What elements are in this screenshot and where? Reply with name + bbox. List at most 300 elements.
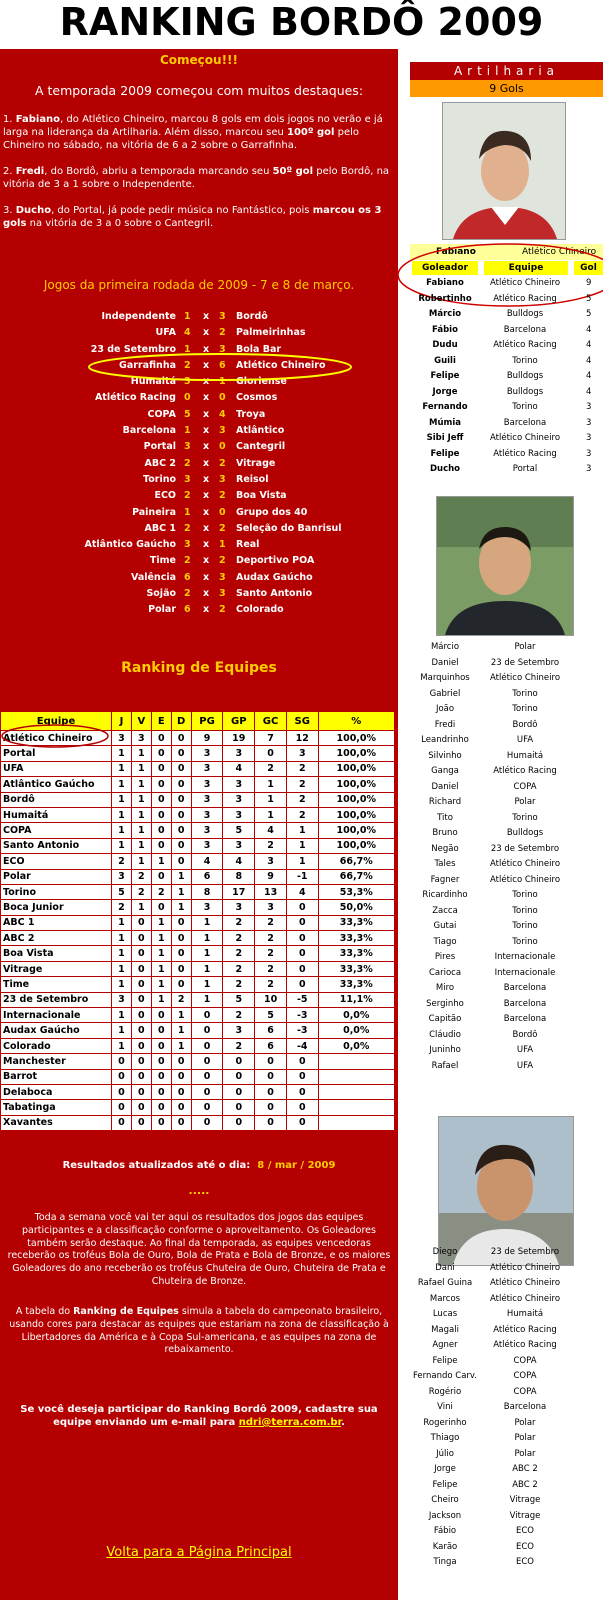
scorer-row — [410, 1245, 603, 1261]
scorer-team: Bulldogs — [506, 371, 544, 381]
ranking-cell: 0 — [151, 792, 171, 807]
ranking-cell: 0 — [151, 746, 171, 761]
game-away-score: 3 — [219, 343, 226, 355]
ranking-cell: 1 — [131, 761, 151, 776]
ranking-cell: 0 — [151, 761, 171, 776]
artilharia-header-row: Goleador Equipe Gol — [410, 261, 603, 276]
ranking-team-name: Time — [1, 977, 112, 992]
ranking-team-name: Manchester — [1, 1054, 112, 1069]
scorer-row — [410, 1307, 603, 1323]
ranking-col-header: % — [318, 712, 394, 731]
ranking-cell: 0 — [286, 931, 318, 946]
scorer-row — [410, 888, 603, 904]
scorer-name: Fábio — [433, 1526, 457, 1536]
scorer-name: Felipe — [432, 1479, 458, 1490]
scorer-team: COPA — [513, 1386, 537, 1397]
ranking-cell: 3 — [191, 792, 223, 807]
ranking-team-name: Polar — [1, 869, 112, 884]
game-home-score: 1 — [184, 343, 191, 355]
ranking-cell — [318, 1100, 394, 1115]
scorer-row — [410, 1276, 603, 1292]
game-away-score: 0 — [219, 441, 226, 453]
game-home-score: 2 — [184, 490, 191, 502]
scorer-team: Barcelona — [503, 417, 547, 428]
artilharia-panel — [410, 62, 603, 1600]
scorer-row — [410, 687, 603, 703]
ranking-cell: 0 — [131, 1038, 151, 1053]
ranking-cell: 0 — [286, 977, 318, 992]
ranking-cell: 1 — [112, 838, 132, 853]
scorer-name: Agner — [432, 1340, 458, 1350]
top-scorer-photo — [442, 102, 566, 240]
scorer-goals: 4 — [586, 355, 592, 366]
scorer-row — [410, 323, 603, 339]
scorer-row — [410, 842, 603, 858]
ranking-cell: 53,3% — [318, 884, 394, 899]
scorer-team: UFA — [516, 1060, 534, 1071]
ranking-cell: 17 — [223, 884, 255, 899]
game-away-score: 4 — [219, 408, 226, 420]
highlight-ellipse-team — [0, 723, 112, 749]
ranking-cell: 0 — [171, 823, 191, 838]
game-away-score: 3 — [219, 311, 226, 322]
scorer-team: Bulldogs — [506, 309, 544, 319]
scorer-name: Lucas — [432, 1309, 458, 1319]
game-row — [0, 507, 398, 523]
ranking-cell: 12 — [286, 731, 318, 746]
ranking-cell: 66,7% — [318, 854, 394, 869]
game-away-team: Real — [236, 539, 260, 551]
ranking-cell: 1 — [171, 1023, 191, 1038]
game-home-score: 0 — [184, 392, 191, 404]
ranking-cell: 2 — [223, 946, 255, 961]
highlight-ellipse-game — [86, 351, 354, 383]
scorer-row — [410, 950, 603, 966]
scorer-name: Silvinho — [428, 750, 462, 761]
scorer-name: Richard — [428, 797, 462, 807]
scorer-row — [410, 1385, 603, 1401]
ranking-cell: -1 — [286, 869, 318, 884]
ranking-cell: 0 — [171, 931, 191, 946]
ranking-team-name: COPA — [1, 823, 112, 838]
ranking-team-name: ABC 2 — [1, 931, 112, 946]
ranking-cell: 0 — [223, 1054, 255, 1069]
ranking-cell: 100,0% — [318, 777, 394, 792]
ranking-cell: 19 — [223, 731, 255, 746]
ranking-row — [1, 807, 395, 822]
ranking-cell: 0 — [171, 1054, 191, 1069]
ranking-cell: 0 — [131, 1054, 151, 1069]
ranking-team-name: Colorado — [1, 1038, 112, 1053]
ranking-cell: 0 — [286, 900, 318, 915]
game-away-team: Gloriense — [236, 376, 287, 388]
scorer-team: Barcelona — [503, 983, 547, 993]
ranking-cell: 0 — [171, 1084, 191, 1099]
ranking-cell: 4 — [223, 761, 255, 776]
scorer-row — [410, 997, 603, 1013]
ranking-cell: 50,0% — [318, 900, 394, 915]
scorer-row — [410, 919, 603, 935]
game-home-team: Sojão — [146, 588, 176, 600]
ranking-team-name: Bordô — [1, 792, 112, 807]
scorer-team: Atlético Chineiro — [489, 673, 561, 683]
ranking-row — [1, 1069, 395, 1084]
scorer-name: Guili — [434, 355, 456, 366]
scorer-team: Torino — [512, 921, 538, 931]
third-scorer-photo — [438, 1116, 574, 1266]
scorer-team: 23 de Setembro — [490, 843, 560, 854]
game-away-team: Bordô — [236, 311, 268, 322]
game-home-team: Garrafinha — [119, 359, 176, 371]
game-away-score: 1 — [219, 539, 226, 551]
scorer-row — [410, 780, 603, 796]
scorer-name: Tinga — [433, 1557, 457, 1567]
scorer-team: ECO — [516, 1526, 534, 1536]
game-away-team: Palmeirinhas — [236, 327, 306, 339]
scorer-team: Internacionale — [494, 967, 556, 978]
ranking-cell: 1 — [112, 823, 132, 838]
ranking-cell: 0 — [171, 1115, 191, 1130]
scorer-name: Fagner — [430, 874, 460, 885]
scorer-team: ECO — [516, 1541, 534, 1552]
scorer-team: COPA — [513, 781, 537, 792]
ranking-row — [1, 854, 395, 869]
ranking-cell: 3 — [191, 761, 223, 776]
ranking-cell: 0 — [191, 1038, 223, 1053]
scorer-name: Rogério — [428, 1386, 462, 1397]
ranking-cell: 1 — [131, 823, 151, 838]
scorer-team: Torino — [512, 402, 538, 412]
ranking-cell: 0 — [151, 807, 171, 822]
ranking-cell: 3 — [223, 1023, 255, 1038]
scorer-row — [410, 826, 603, 842]
scorer-row — [410, 1028, 603, 1044]
game-home-score: 2 — [184, 588, 191, 600]
scorer-name: Rogerinho — [423, 1417, 467, 1428]
ranking-cell: 2 — [286, 761, 318, 776]
intro-lead: A temporada 2009 começou com muitos destaques: — [34, 83, 364, 98]
scorer-row — [410, 904, 603, 920]
back-to-home-link[interactable]: Volta para a Página Principal — [106, 1545, 292, 1560]
ranking-cell: 1 — [112, 961, 132, 976]
ranking-cell: 1 — [112, 915, 132, 930]
ranking-cell: 1 — [112, 777, 132, 792]
ranking-cell: 0 — [112, 1100, 132, 1115]
scorer-row — [410, 369, 603, 385]
ranking-cell: 6 — [191, 869, 223, 884]
scorer-name: Felipe — [430, 448, 460, 459]
ranking-team-name: Xavantes — [1, 1115, 112, 1130]
ranking-cell: 33,3% — [318, 946, 394, 961]
game-home-score: 6 — [184, 604, 191, 616]
ranking-cell: 0,0% — [318, 1038, 394, 1053]
scorer-name: Tiago — [433, 936, 457, 947]
ranking-cell: 1 — [151, 931, 171, 946]
scorer-name: Jorge — [432, 386, 458, 397]
scorer-name: Pires — [434, 952, 456, 962]
ranking-cell: 1 — [255, 792, 287, 807]
scorer-goals: 5 — [586, 309, 592, 319]
ranking-col-header: GC — [255, 712, 287, 731]
scorer-team: UFA — [516, 1045, 534, 1055]
game-away-team: Seleção do Banrisul — [236, 522, 342, 534]
scorer-name: Marcos — [429, 1293, 461, 1304]
ranking-cell: 100,0% — [318, 746, 394, 761]
scorer-name: João — [435, 704, 455, 714]
game-separator: x — [203, 408, 210, 420]
scorer-team: Torino — [512, 812, 538, 823]
ranking-cell: 0 — [131, 992, 151, 1007]
game-away-team: Grupo dos 40 — [236, 506, 308, 518]
scorer-goals: 4 — [586, 386, 592, 397]
ranking-row — [1, 992, 395, 1007]
ranking-cell: 0 — [223, 1115, 255, 1130]
scorer-row — [410, 1400, 603, 1416]
ranking-cell: 0 — [151, 1023, 171, 1038]
artilharia-heading: Artilharia — [410, 62, 603, 80]
ranking-col-header: SG — [286, 712, 318, 731]
ranking-cell: 0 — [112, 1054, 132, 1069]
ranking-cell: 1 — [151, 961, 171, 976]
scorer-row — [410, 1555, 603, 1571]
game-home-score: 2 — [184, 522, 191, 534]
scorer-team: Polar — [514, 1433, 536, 1443]
scorer-name: Jorge — [434, 1464, 456, 1474]
signup-email-link[interactable]: ndri@terra.com.br — [238, 1417, 342, 1428]
ranking-row — [1, 961, 395, 976]
ranking-cell: 1 — [112, 807, 132, 822]
ranking-cell: 3 — [112, 731, 132, 746]
scorer-name: Jackson — [428, 1510, 462, 1521]
ranking-cell: 1 — [151, 915, 171, 930]
game-away-score: 2 — [219, 457, 226, 469]
updated-line: Resultados atualizados até o dia: 8 / mar / 2009 — [62, 1160, 336, 1171]
scorer-team: Portal — [512, 464, 538, 474]
game-separator: x — [203, 522, 210, 534]
scorer-row — [410, 292, 603, 308]
ranking-cell: 2 — [286, 777, 318, 792]
scorer-team: Barcelona — [503, 1014, 547, 1024]
ranking-cell: 0 — [171, 977, 191, 992]
ranking-row — [1, 931, 395, 946]
ranking-cell: 1 — [151, 854, 171, 869]
scorer-name: Tito — [437, 812, 453, 823]
scorer-goals: 5 — [586, 293, 592, 304]
ranking-cell: 3 — [191, 838, 223, 853]
ranking-cell: 3 — [191, 823, 223, 838]
ranking-row — [1, 1038, 395, 1053]
ranking-cell: 1 — [191, 961, 223, 976]
scorer-name: Gutai — [433, 921, 457, 931]
scorer-team: Barcelona — [503, 324, 547, 335]
ranking-cell: 1 — [151, 977, 171, 992]
ranking-cell: 2 — [255, 961, 287, 976]
ranking-cell: 6 — [255, 1023, 287, 1038]
ranking-cell: 4 — [223, 854, 255, 869]
ranking-cell: 0 — [151, 1008, 171, 1023]
ranking-cell: 1 — [191, 946, 223, 961]
ranking-cell: 2 — [223, 915, 255, 930]
ranking-cell: 0 — [255, 1084, 287, 1099]
scorer-team: Atlético Chineiro — [489, 859, 561, 869]
ranking-cell: 2 — [255, 931, 287, 946]
scorer-row — [410, 1509, 603, 1525]
ranking-cell: 1 — [112, 792, 132, 807]
ranking-cell: 0 — [112, 1084, 132, 1099]
ranking-cell: 0 — [171, 915, 191, 930]
game-away-score: 0 — [219, 506, 226, 518]
game-row — [0, 392, 398, 408]
info-paragraph-1: Toda a semana você vai ter aqui os resultados dos jogos das equipes participantes e a classificação conforme o aproveitamento. Os Goleadores também serão destaque. Ao final da temporada, as equipes vencedoras receberão os troféus Bola de Ouro, Bola de Prata e Bola de Bronze, e os maiores Goleadores do ano receberão os troféus Chuteira de Ouro, Chuteira de Prata e Chuteira de Bronze. — [7, 1212, 391, 1287]
ranking-cell: 3 — [191, 777, 223, 792]
ranking-cell: 3 — [131, 731, 151, 746]
scorer-team: Atlético Racing — [493, 1324, 557, 1335]
scorer-team: Atlético Chineiro — [489, 1278, 561, 1288]
ranking-cell: 1 — [286, 838, 318, 853]
ranking-cell: 0 — [286, 946, 318, 961]
game-row — [0, 409, 398, 425]
scorer-team: Atlético Chineiro — [489, 1262, 561, 1273]
ranking-cell: 3 — [191, 900, 223, 915]
game-home-team: 23 de Setembro — [90, 343, 176, 355]
ranking-cell: 0 — [171, 1100, 191, 1115]
ranking-cell: 2 — [223, 931, 255, 946]
scorer-name: Múmia — [428, 417, 462, 428]
scorer-name: Karão — [432, 1541, 458, 1552]
ranking-cell: 3 — [191, 807, 223, 822]
ranking-cell: 1 — [112, 977, 132, 992]
game-home-team: Humaitá — [130, 376, 176, 388]
ranking-cell: 1 — [112, 1008, 132, 1023]
game-row — [0, 425, 398, 441]
ranking-cell: 0 — [151, 1084, 171, 1099]
game-away-score: 0 — [219, 392, 226, 404]
scorer-name: Vini — [437, 1402, 453, 1412]
ranking-cell: 0 — [151, 869, 171, 884]
scorer-row — [410, 338, 603, 354]
ranking-cell: 1 — [171, 1008, 191, 1023]
games-title: Jogos da primeira rodada de 2009 - 7 e 8 de março. — [43, 278, 355, 292]
scorer-row — [410, 935, 603, 951]
scorer-name: Marquinhos — [420, 673, 470, 683]
game-separator: x — [203, 473, 210, 485]
ranking-cell: 0 — [151, 823, 171, 838]
game-home-team: Torino — [143, 473, 176, 485]
scorer-row — [410, 1012, 603, 1028]
game-home-team: ABC 1 — [144, 522, 176, 534]
ranking-cell: -3 — [286, 1008, 318, 1023]
scorer-row — [410, 462, 603, 478]
ranking-cell: 33,3% — [318, 931, 394, 946]
ranking-cell: 0 — [131, 1115, 151, 1130]
game-away-team: Vitrage — [236, 457, 276, 469]
game-home-team: Atlético Racing — [94, 392, 176, 404]
ranking-cell: 3 — [286, 746, 318, 761]
scorer-row — [410, 431, 603, 447]
scorer-row — [410, 400, 603, 416]
ranking-cell: 1 — [191, 915, 223, 930]
game-home-score: 1 — [184, 425, 191, 437]
scorer-row — [410, 873, 603, 889]
ranking-cell: 0 — [286, 1069, 318, 1084]
scorer-name: Sibi Jeff — [426, 433, 464, 443]
scorer-row — [410, 1043, 603, 1059]
ranking-cell: 5 — [223, 992, 255, 1007]
scorer-name: Bruno — [432, 828, 458, 838]
scorer-row — [410, 1369, 603, 1385]
ranking-cell: 0 — [286, 961, 318, 976]
scorer-goals: 4 — [586, 324, 592, 335]
ranking-row — [1, 1100, 395, 1115]
ranking-cell: 0 — [151, 1100, 171, 1115]
ranking-cell: 2 — [112, 854, 132, 869]
ranking-cell: 100,0% — [318, 807, 394, 822]
ranking-team-name: UFA — [1, 761, 112, 776]
scorer-team: COPA — [513, 1355, 537, 1366]
scorer-row — [410, 416, 603, 432]
game-row — [0, 311, 398, 327]
scorer-team: ABC 2 — [512, 1479, 538, 1490]
scorer-row — [410, 718, 603, 734]
scorer-name: Daniel — [431, 781, 459, 792]
ranking-cell: 0 — [151, 900, 171, 915]
ranking-cell: 0 — [171, 961, 191, 976]
scorer-goals: 9 — [586, 278, 592, 288]
ranking-cell: 1 — [171, 884, 191, 899]
game-separator: x — [203, 555, 210, 567]
scorer-team: Polar — [514, 1448, 536, 1459]
ranking-cell: 5 — [255, 1008, 287, 1023]
ranking-cell: 1 — [131, 838, 151, 853]
scorer-row — [410, 1524, 603, 1540]
scorer-name: Júlio — [436, 1448, 454, 1459]
dots: ..... — [188, 1184, 210, 1197]
ranking-cell: 7 — [255, 731, 287, 746]
ranking-cell: 3 — [223, 792, 255, 807]
ranking-cell: 0 — [131, 961, 151, 976]
scorer-row — [410, 1493, 603, 1509]
highlight-1: 1. Fabiano, do Atlético Chineiro, marcou 8 gols em dois jogos no verão e já larga na liderança da Artilharia. Além disso, marcou seu 100º gol pelo Chineiro no sábado, na vitória de 6 a 2 sobre o Garrafinha. — [3, 114, 383, 151]
scorer-row — [410, 447, 603, 463]
ranking-cell: 5 — [112, 884, 132, 899]
ranking-cell — [318, 1115, 394, 1130]
ranking-team-name: Barrot — [1, 1069, 112, 1084]
ranking-cell: 1 — [112, 946, 132, 961]
scorer-team: Polar — [514, 797, 536, 807]
second-scorer-photo — [436, 496, 574, 636]
scorer-team: Internacionale — [494, 952, 556, 962]
ranking-row — [1, 869, 395, 884]
scorer-team: Torino — [512, 355, 538, 366]
game-separator: x — [203, 457, 210, 469]
game-row — [0, 539, 398, 555]
ranking-cell: 1 — [171, 1038, 191, 1053]
ranking-cell: 1 — [131, 807, 151, 822]
scorer-team: Polar — [514, 1417, 536, 1428]
ranking-cell: 0 — [151, 731, 171, 746]
ranking-team-name: Atlético Chineiro — [1, 731, 112, 746]
ranking-cell: 0 — [191, 1069, 223, 1084]
ranking-cell: 0 — [223, 1069, 255, 1084]
ranking-row — [1, 884, 395, 899]
ranking-title: Ranking de Equipes — [121, 660, 277, 676]
game-row — [0, 588, 398, 604]
ranking-cell: 0 — [191, 1023, 223, 1038]
ranking-cell: 8 — [223, 869, 255, 884]
ranking-cell: 4 — [191, 854, 223, 869]
ranking-cell: 5 — [223, 823, 255, 838]
game-away-score: 1 — [219, 376, 226, 388]
